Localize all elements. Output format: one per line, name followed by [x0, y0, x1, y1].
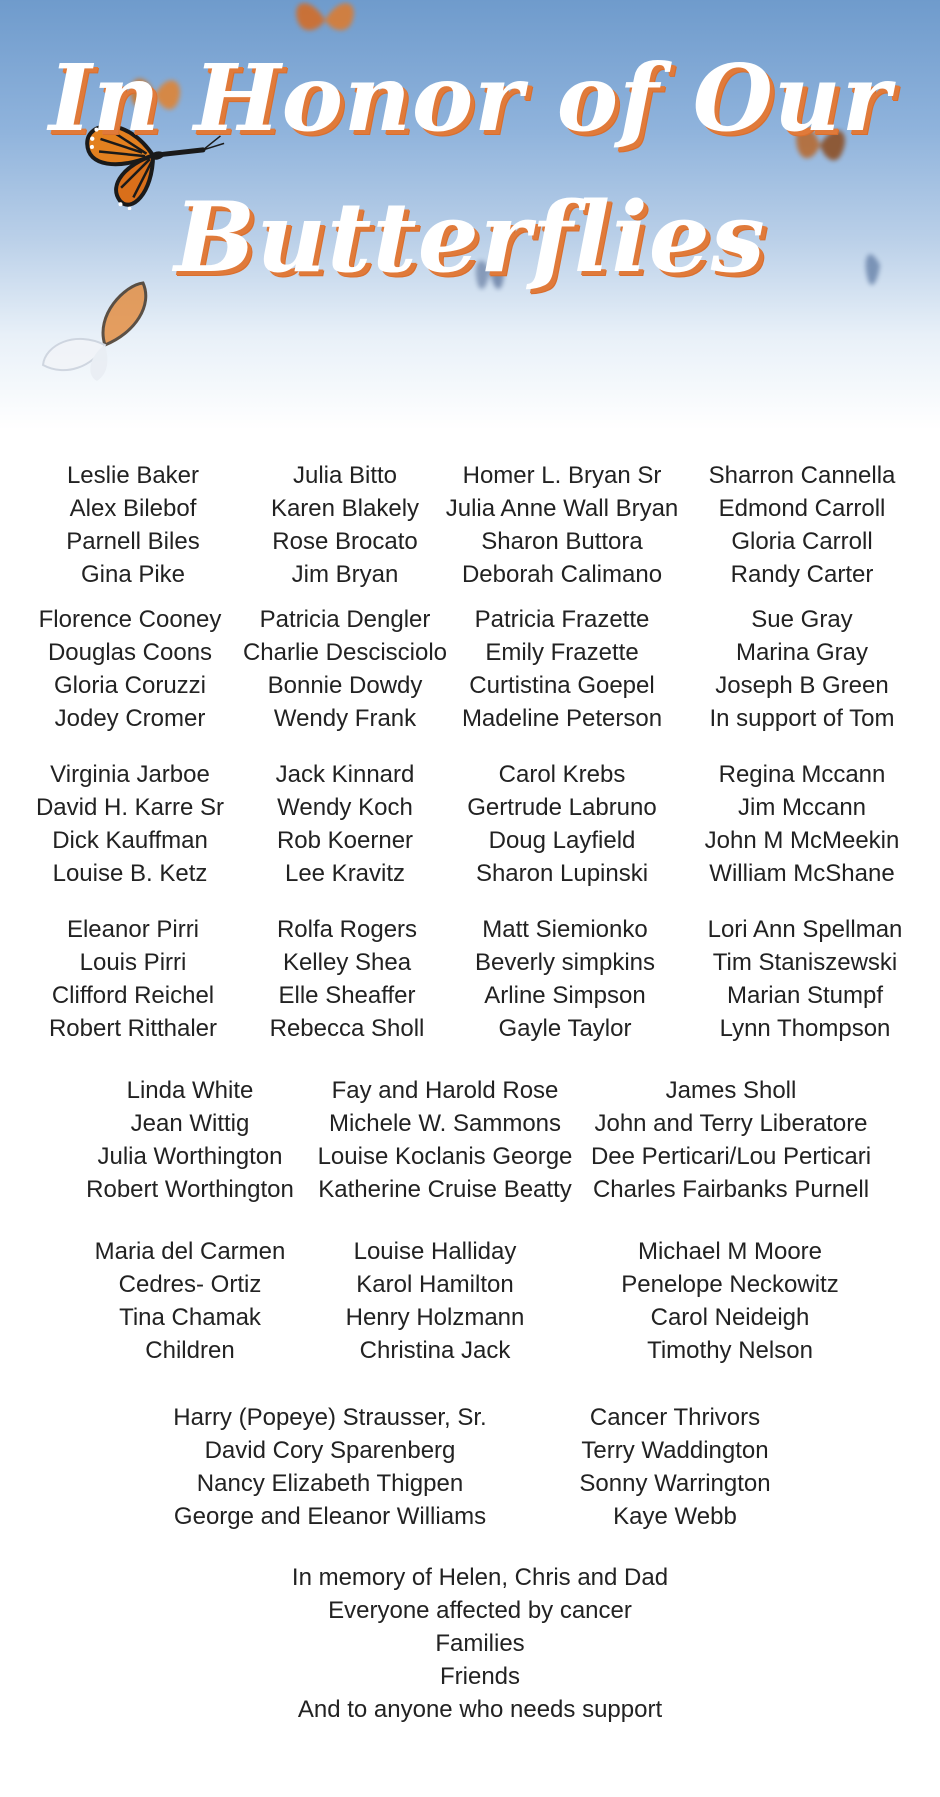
- honoree-name: Clifford Reichel: [51, 982, 215, 1009]
- background-butterfly-icon: [290, 0, 360, 50]
- honoree-name: Michael M Moore: [637, 1238, 823, 1265]
- honoree-name: Louise B. Ketz: [52, 860, 208, 887]
- honoree-name: George and Eleanor Williams: [173, 1503, 487, 1530]
- honoree-name: Leslie Baker: [66, 462, 200, 489]
- hero-banner: [0, 0, 940, 430]
- honoree-name: Kelley Shea: [282, 949, 412, 976]
- honoree-name: Terry Waddington: [581, 1437, 769, 1464]
- name-column: [585, 1074, 877, 1206]
- honoree-name: Jean Wittig: [130, 1110, 250, 1137]
- honoree-name: Robert Ritthaler: [48, 1015, 218, 1042]
- honoree-name: Tina Chamak: [119, 1304, 261, 1331]
- honoree-name: Sharon Buttora: [481, 528, 643, 555]
- name-column: [247, 913, 447, 1045]
- honoree-name: Gina Pike: [80, 561, 186, 588]
- name-column: [452, 603, 672, 735]
- honoree-name: Robert Worthington: [86, 1176, 294, 1203]
- honoree-name: Maria del Carmen: [94, 1238, 286, 1265]
- honoree-name: Rebecca Sholl: [269, 1015, 425, 1042]
- honoree-name: Jim Bryan: [291, 561, 399, 588]
- honoree-name: Louis Pirri: [79, 949, 187, 976]
- honoree-name: Julia Anne Wall Bryan: [445, 495, 679, 522]
- honoree-name: Rose Brocato: [272, 528, 418, 555]
- honoree-name: Christina Jack: [359, 1337, 511, 1364]
- honoree-name: Eleanor Pirri: [66, 916, 200, 943]
- honoree-name: Julia Bitto: [292, 462, 398, 489]
- name-column: [692, 913, 918, 1045]
- honoree-name: Edmond Carroll: [718, 495, 886, 522]
- name-column: [245, 758, 445, 890]
- honoree-name: Harry (Popeye) Strausser, Sr.: [173, 1404, 487, 1431]
- honoree-name: Beverly simpkins: [474, 949, 656, 976]
- honoree-name: David H. Karre Sr: [35, 794, 225, 821]
- honoree-name: Homer L. Bryan Sr: [462, 462, 662, 489]
- dedication-column: [220, 1561, 740, 1726]
- honoree-name: Cedres- Ortiz: [118, 1271, 262, 1298]
- name-column: [245, 459, 445, 591]
- honoree-name: Rob Koerner: [276, 827, 414, 854]
- honoree-name: Carol Neideigh: [650, 1304, 810, 1331]
- honoree-name: Bonnie Dowdy: [267, 672, 423, 699]
- dedication-line: And to anyone who needs support: [297, 1696, 663, 1723]
- honoree-name: Timothy Nelson: [647, 1337, 813, 1364]
- honoree-name: William McShane: [709, 860, 895, 887]
- honoree-name: Tim Staniszewski: [712, 949, 898, 976]
- honoree-name: Dee Perticari/Lou Perticari: [590, 1143, 872, 1170]
- honoree-name: Patricia Frazette: [474, 606, 650, 633]
- honoree-name: Sonny Warrington: [579, 1470, 771, 1497]
- honoree-name: Deborah Calimano: [461, 561, 663, 588]
- honoree-name: Arline Simpson: [484, 982, 646, 1009]
- honoree-name: Charlie Descisciolo: [242, 639, 448, 666]
- name-column: [30, 758, 230, 890]
- honoree-name: Sue Gray: [751, 606, 853, 633]
- honoree-name: Lynn Thompson: [719, 1015, 891, 1042]
- name-column: [442, 459, 682, 591]
- honoree-name: Henry Holzmann: [345, 1304, 525, 1331]
- honoree-name: Emily Frazette: [485, 639, 639, 666]
- honoree-name: Linda White: [126, 1077, 254, 1104]
- name-column: [33, 913, 233, 1045]
- honoree-name: Marian Stumpf: [726, 982, 884, 1009]
- honoree-name: Dick Kauffman: [52, 827, 208, 854]
- honoree-name: Regina Mccann: [718, 761, 886, 788]
- honoree-name: Joseph B Green: [715, 672, 889, 699]
- honoree-name: James Sholl: [665, 1077, 797, 1104]
- name-column: [692, 603, 912, 735]
- dedication-line: Families: [435, 1630, 525, 1657]
- honoree-name: Fay and Harold Rose: [331, 1077, 559, 1104]
- name-column: [452, 758, 672, 890]
- name-column: [325, 1235, 545, 1367]
- honoree-name: Douglas Coons: [47, 639, 213, 666]
- honoree-name: Marina Gray: [735, 639, 869, 666]
- honoree-name: Karol Hamilton: [356, 1271, 514, 1298]
- dedication-line: In memory of Helen, Chris and Dad: [291, 1564, 669, 1591]
- honoree-name: Louise Halliday: [353, 1238, 517, 1265]
- honoree-name: Nancy Elizabeth Thigpen: [196, 1470, 464, 1497]
- honoree-name: John and Terry Liberatore: [594, 1110, 868, 1137]
- honoree-name: Randy Carter: [730, 561, 874, 588]
- honoree-name: Julia Worthington: [97, 1143, 283, 1170]
- honoree-name: Penelope Neckowitz: [621, 1271, 839, 1298]
- name-column: [33, 459, 233, 591]
- name-column: [155, 1401, 505, 1533]
- title-line-2: Butterflies: [174, 181, 766, 294]
- pale-butterfly-icon: [35, 275, 155, 385]
- name-column: [315, 1074, 575, 1206]
- honoree-name: Virginia Jarboe: [50, 761, 210, 788]
- name-column: [692, 758, 912, 890]
- honoree-name: Michele W. Sammons: [328, 1110, 562, 1137]
- honoree-name: Lori Ann Spellman: [707, 916, 903, 943]
- honoree-name: Gloria Carroll: [731, 528, 873, 555]
- name-column: [455, 913, 675, 1045]
- honoree-name: Parnell Biles: [66, 528, 200, 555]
- honoree-name: Gayle Taylor: [498, 1015, 632, 1042]
- name-column: [605, 1235, 855, 1367]
- honoree-name: Charles Fairbanks Purnell: [592, 1176, 870, 1203]
- honoree-name: Kaye Webb: [613, 1503, 737, 1530]
- honoree-name: Gloria Coruzzi: [53, 672, 207, 699]
- honoree-name: Carol Krebs: [498, 761, 626, 788]
- honoree-name: Cancer Thrivors: [589, 1404, 761, 1431]
- dedication-line: Friends: [439, 1663, 521, 1690]
- honoree-name: Katherine Cruise Beatty: [318, 1176, 572, 1203]
- honoree-name: Jodey Cromer: [54, 705, 206, 732]
- honoree-name: Sharron Cannella: [708, 462, 896, 489]
- honoree-name: Sharon Lupinski: [475, 860, 649, 887]
- name-column: [560, 1401, 790, 1533]
- honoree-name: Elle Sheaffer: [278, 982, 416, 1009]
- dedication-line: Everyone affected by cancer: [328, 1597, 632, 1624]
- honoree-name: Jack Kinnard: [275, 761, 415, 788]
- honoree-name: Lee Kravitz: [284, 860, 406, 887]
- name-column: [80, 1235, 300, 1367]
- name-column: [70, 1074, 310, 1206]
- name-column: [30, 603, 230, 735]
- honoree-name: Patricia Dengler: [259, 606, 431, 633]
- honoree-name: Gertrude Labruno: [467, 794, 657, 821]
- honoree-name: Alex Bilebof: [69, 495, 197, 522]
- honoree-name: Louise Koclanis George: [317, 1143, 573, 1170]
- name-column: [692, 459, 912, 591]
- honoree-name: Wendy Frank: [273, 705, 417, 732]
- honoree-name: Doug Layfield: [488, 827, 636, 854]
- honoree-name: Madeline Peterson: [461, 705, 663, 732]
- name-column: [235, 603, 455, 735]
- honoree-name: Children: [145, 1337, 235, 1364]
- honoree-name: Wendy Koch: [277, 794, 413, 821]
- honoree-name: David Cory Sparenberg: [204, 1437, 456, 1464]
- honoree-name: Jim Mccann: [737, 794, 867, 821]
- honoree-name: Curtistina Goepel: [469, 672, 655, 699]
- honoree-name: Rolfa Rogers: [276, 916, 418, 943]
- honoree-name: John M McMeekin: [704, 827, 900, 854]
- honoree-name: Florence Cooney: [38, 606, 222, 633]
- honoree-name: Karen Blakely: [270, 495, 420, 522]
- honoree-name: In support of Tom: [709, 705, 895, 732]
- title-line-1: In Honor of Our: [48, 44, 892, 152]
- honoree-name: Matt Siemionko: [482, 916, 648, 943]
